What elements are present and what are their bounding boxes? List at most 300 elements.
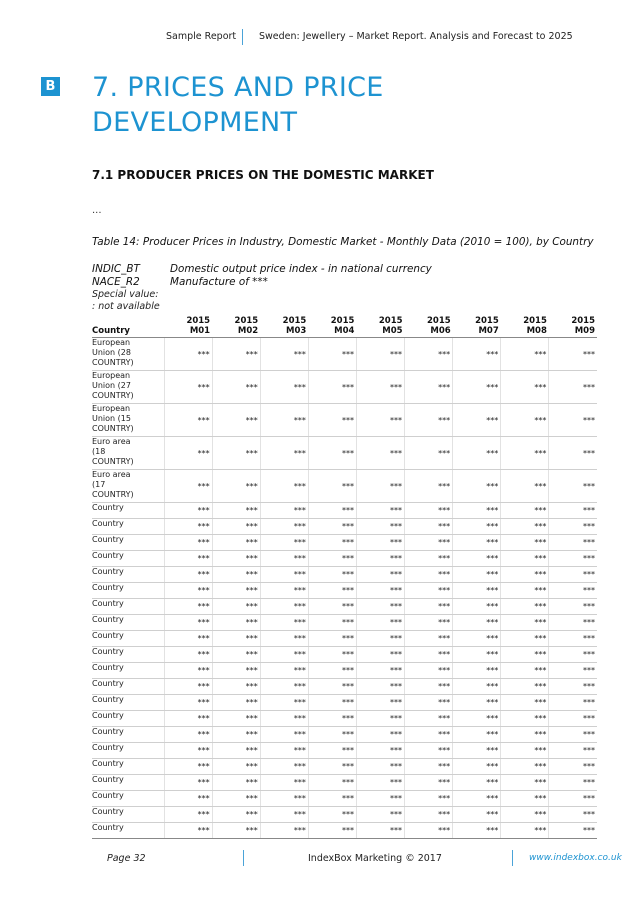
value-cell: *** [549, 470, 597, 503]
value-cell: *** [356, 775, 404, 791]
value-cell: *** [501, 759, 549, 775]
page-header [0, 29, 638, 49]
value-cell: *** [549, 503, 597, 519]
column-year: 2015 [234, 316, 259, 326]
table-row [92, 470, 597, 503]
chapter-title: 7. PRICES AND PRICE DEVELOPMENT [92, 72, 384, 138]
page-footer [0, 850, 638, 870]
value-cell: *** [308, 791, 356, 807]
footer-copyright: IndexBox Marketing © 2017 [308, 853, 442, 864]
country-cell: Country [92, 631, 164, 647]
value-cell: *** [164, 775, 212, 791]
value-cell: *** [501, 437, 549, 470]
value-cell: *** [308, 470, 356, 503]
value-cell: *** [212, 371, 260, 404]
value-cell: *** [356, 503, 404, 519]
period-column-header [212, 311, 260, 338]
value-cell: *** [164, 663, 212, 679]
value-cell: *** [308, 807, 356, 823]
country-cell: Country [92, 711, 164, 727]
value-cell: *** [549, 599, 597, 615]
value-cell: *** [356, 807, 404, 823]
value-cell: *** [308, 823, 356, 839]
column-month: M09 [574, 326, 595, 336]
value-cell: *** [164, 338, 212, 371]
value-cell: *** [405, 807, 453, 823]
value-cell: *** [212, 679, 260, 695]
value-cell: *** [308, 599, 356, 615]
country-cell: European Union (15 COUNTRY) [92, 404, 164, 437]
footer-website-link[interactable]: www.indexbox.co.uk [529, 853, 622, 863]
value-cell: *** [549, 535, 597, 551]
value-cell: *** [308, 583, 356, 599]
value-cell: *** [164, 503, 212, 519]
header-report-type: Sample Report [166, 31, 237, 42]
value-cell: *** [308, 711, 356, 727]
brand-logo: B [41, 77, 60, 96]
country-cell: European Union (28 COUNTRY) [92, 338, 164, 371]
value-cell: *** [501, 711, 549, 727]
country-cell: Country [92, 743, 164, 759]
table-row [92, 807, 597, 823]
value-cell: *** [260, 404, 308, 437]
value-cell: *** [260, 647, 308, 663]
value-cell: *** [308, 338, 356, 371]
value-cell: *** [356, 583, 404, 599]
column-year: 2015 [330, 316, 355, 326]
value-cell: *** [212, 807, 260, 823]
column-month: M07 [478, 326, 499, 336]
country-cell: Country [92, 615, 164, 631]
value-cell: *** [260, 470, 308, 503]
value-cell: *** [501, 583, 549, 599]
value-cell: *** [549, 404, 597, 437]
value-cell: *** [308, 647, 356, 663]
metadata-key: INDIC_BT [92, 263, 140, 275]
table-row [92, 404, 597, 437]
value-cell: *** [356, 535, 404, 551]
value-cell: *** [501, 695, 549, 711]
value-cell: *** [453, 470, 501, 503]
value-cell: *** [356, 647, 404, 663]
table-row [92, 567, 597, 583]
value-cell: *** [308, 615, 356, 631]
value-cell: *** [212, 470, 260, 503]
value-cell: *** [356, 631, 404, 647]
value-cell: *** [356, 519, 404, 535]
column-month: M01 [189, 326, 211, 336]
table-row [92, 631, 597, 647]
period-column-header [164, 311, 212, 338]
footer-divider [243, 850, 244, 866]
country-cell: Country [92, 599, 164, 615]
table-row [92, 759, 597, 775]
value-cell: *** [405, 371, 453, 404]
period-column-header [501, 311, 549, 338]
value-cell: *** [549, 663, 597, 679]
value-cell: *** [308, 775, 356, 791]
value-cell: *** [308, 535, 356, 551]
column-year: 2015 [475, 316, 499, 326]
country-cell: Country [92, 503, 164, 519]
value-cell: *** [212, 775, 260, 791]
country-cell: Country [92, 567, 164, 583]
value-cell: *** [405, 503, 453, 519]
value-cell: *** [405, 583, 453, 599]
value-cell: *** [212, 695, 260, 711]
value-cell: *** [356, 663, 404, 679]
value-cell: *** [260, 535, 308, 551]
metadata-row [92, 263, 432, 276]
value-cell: *** [453, 338, 501, 371]
footer-divider [512, 850, 513, 866]
value-cell: *** [356, 567, 404, 583]
header-divider [242, 29, 243, 45]
value-cell: *** [212, 503, 260, 519]
column-month: M04 [334, 326, 355, 336]
table-row [92, 503, 597, 519]
value-cell: *** [549, 631, 597, 647]
value-cell: *** [260, 807, 308, 823]
period-column-header [308, 311, 356, 338]
value-cell: *** [405, 791, 453, 807]
special-value-label: Special value: [92, 289, 159, 300]
value-cell: *** [308, 679, 356, 695]
metadata-value: Manufacture of *** [170, 276, 268, 288]
value-cell: *** [356, 470, 404, 503]
value-cell: *** [405, 519, 453, 535]
value-cell: *** [405, 338, 453, 371]
table-row [92, 551, 597, 567]
value-cell: *** [549, 567, 597, 583]
value-cell: *** [453, 519, 501, 535]
producer-prices-table [92, 311, 597, 839]
value-cell: *** [308, 743, 356, 759]
value-cell: *** [212, 615, 260, 631]
value-cell: *** [405, 631, 453, 647]
value-cell: *** [501, 338, 549, 371]
value-cell: *** [164, 551, 212, 567]
value-cell: *** [405, 695, 453, 711]
value-cell: *** [549, 679, 597, 695]
value-cell: *** [501, 599, 549, 615]
period-column-header [549, 311, 597, 338]
table-row [92, 823, 597, 839]
value-cell: *** [164, 631, 212, 647]
value-cell: *** [405, 711, 453, 727]
value-cell: *** [260, 615, 308, 631]
value-cell: *** [453, 663, 501, 679]
value-cell: *** [549, 583, 597, 599]
value-cell: *** [212, 567, 260, 583]
value-cell: *** [501, 535, 549, 551]
value-cell: *** [453, 567, 501, 583]
table-row [92, 583, 597, 599]
value-cell: *** [260, 663, 308, 679]
value-cell: *** [453, 535, 501, 551]
value-cell: *** [549, 727, 597, 743]
table-row [92, 615, 597, 631]
value-cell: *** [549, 437, 597, 470]
value-cell: *** [356, 679, 404, 695]
value-cell: *** [549, 807, 597, 823]
value-cell: *** [164, 615, 212, 631]
value-cell: *** [260, 519, 308, 535]
value-cell: *** [453, 823, 501, 839]
table-row [92, 711, 597, 727]
value-cell: *** [501, 503, 549, 519]
value-cell: *** [260, 371, 308, 404]
value-cell: *** [501, 404, 549, 437]
value-cell: *** [212, 823, 260, 839]
value-cell: *** [260, 599, 308, 615]
value-cell: *** [164, 599, 212, 615]
table-row [92, 647, 597, 663]
value-cell: *** [453, 727, 501, 743]
value-cell: *** [549, 711, 597, 727]
value-cell: *** [453, 743, 501, 759]
page-number: Page 32 [107, 853, 146, 864]
value-cell: *** [164, 437, 212, 470]
country-cell: Country [92, 823, 164, 839]
value-cell: *** [356, 338, 404, 371]
value-cell: *** [356, 551, 404, 567]
table-row [92, 743, 597, 759]
value-cell: *** [501, 743, 549, 759]
country-cell: Euro area (18 COUNTRY) [92, 437, 164, 470]
column-year: 2015 [523, 316, 547, 326]
value-cell: *** [405, 551, 453, 567]
value-cell: *** [212, 727, 260, 743]
value-cell: *** [308, 695, 356, 711]
value-cell: *** [405, 743, 453, 759]
value-cell: *** [164, 404, 212, 437]
value-cell: *** [164, 679, 212, 695]
value-cell: *** [405, 615, 453, 631]
value-cell: *** [453, 791, 501, 807]
value-cell: *** [453, 599, 501, 615]
value-cell: *** [356, 404, 404, 437]
country-cell: Country [92, 807, 164, 823]
country-column-header: Country [92, 311, 164, 338]
value-cell: *** [356, 711, 404, 727]
value-cell: *** [453, 711, 501, 727]
value-cell: *** [212, 551, 260, 567]
value-cell: *** [453, 404, 501, 437]
table-row [92, 663, 597, 679]
table-row [92, 727, 597, 743]
metadata-row [92, 276, 432, 289]
period-column-header [453, 311, 501, 338]
table-header-row [92, 311, 597, 338]
header-report-title: Sweden: Jewellery – Market Report. Analysis and Forecast to 2025 [259, 31, 573, 42]
column-year: 2015 [426, 316, 451, 326]
value-cell: *** [212, 437, 260, 470]
country-cell: Country [92, 759, 164, 775]
period-column-header [405, 311, 453, 338]
value-cell: *** [308, 437, 356, 470]
value-cell: *** [501, 631, 549, 647]
value-cell: *** [549, 791, 597, 807]
value-cell: *** [260, 631, 308, 647]
value-cell: *** [501, 567, 549, 583]
value-cell: *** [308, 727, 356, 743]
table-row [92, 695, 597, 711]
omitted-text: ... [92, 205, 102, 216]
value-cell: *** [549, 823, 597, 839]
value-cell: *** [501, 519, 549, 535]
table-row [92, 599, 597, 615]
value-cell: *** [453, 807, 501, 823]
value-cell: *** [405, 663, 453, 679]
value-cell: *** [453, 647, 501, 663]
value-cell: *** [453, 759, 501, 775]
table-row [92, 338, 597, 371]
value-cell: *** [356, 823, 404, 839]
country-cell: Euro area (17 COUNTRY) [92, 470, 164, 503]
value-cell: *** [308, 663, 356, 679]
value-cell: *** [260, 759, 308, 775]
country-cell: Country [92, 727, 164, 743]
value-cell: *** [164, 470, 212, 503]
value-cell: *** [356, 759, 404, 775]
value-cell: *** [453, 371, 501, 404]
column-month: M03 [286, 326, 307, 336]
column-year: 2015 [378, 316, 403, 326]
value-cell: *** [453, 437, 501, 470]
value-cell: *** [501, 551, 549, 567]
not-available-label: : not available [92, 301, 160, 312]
value-cell: *** [260, 791, 308, 807]
value-cell: *** [308, 551, 356, 567]
value-cell: *** [453, 503, 501, 519]
value-cell: *** [405, 470, 453, 503]
value-cell: *** [549, 371, 597, 404]
value-cell: *** [453, 631, 501, 647]
country-cell: Country [92, 519, 164, 535]
column-month: M06 [430, 326, 451, 336]
value-cell: *** [356, 791, 404, 807]
country-cell: Country [92, 647, 164, 663]
value-cell: *** [501, 823, 549, 839]
column-year: 2015 [282, 316, 307, 326]
value-cell: *** [501, 775, 549, 791]
value-cell: *** [356, 437, 404, 470]
section-title: 7.1 PRODUCER PRICES ON THE DOMESTIC MARKET [92, 168, 434, 182]
value-cell: *** [501, 807, 549, 823]
value-cell: *** [164, 583, 212, 599]
country-cell: Country [92, 535, 164, 551]
value-cell: *** [260, 823, 308, 839]
value-cell: *** [405, 404, 453, 437]
value-cell: *** [164, 791, 212, 807]
value-cell: *** [356, 615, 404, 631]
value-cell: *** [405, 679, 453, 695]
column-month: M08 [526, 326, 547, 336]
value-cell: *** [212, 791, 260, 807]
table-row [92, 519, 597, 535]
value-cell: *** [356, 599, 404, 615]
value-cell: *** [260, 583, 308, 599]
value-cell: *** [405, 727, 453, 743]
value-cell: *** [164, 807, 212, 823]
value-cell: *** [549, 338, 597, 371]
metadata-value: Domestic output price index - in national currency [170, 263, 432, 275]
value-cell: *** [453, 695, 501, 711]
value-cell: *** [453, 583, 501, 599]
country-cell: European Union (27 COUNTRY) [92, 371, 164, 404]
table-row [92, 437, 597, 470]
value-cell: *** [260, 695, 308, 711]
value-cell: *** [308, 371, 356, 404]
value-cell: *** [164, 823, 212, 839]
value-cell: *** [549, 759, 597, 775]
value-cell: *** [549, 615, 597, 631]
value-cell: *** [405, 759, 453, 775]
value-cell: *** [164, 727, 212, 743]
value-cell: *** [164, 371, 212, 404]
value-cell: *** [308, 631, 356, 647]
value-cell: *** [212, 404, 260, 437]
value-cell: *** [212, 711, 260, 727]
value-cell: *** [501, 679, 549, 695]
value-cell: *** [453, 775, 501, 791]
value-cell: *** [260, 338, 308, 371]
value-cell: *** [164, 567, 212, 583]
value-cell: *** [308, 759, 356, 775]
value-cell: *** [549, 743, 597, 759]
value-cell: *** [356, 371, 404, 404]
value-cell: *** [308, 519, 356, 535]
value-cell: *** [260, 711, 308, 727]
country-cell: Country [92, 663, 164, 679]
value-cell: *** [501, 470, 549, 503]
value-cell: *** [501, 647, 549, 663]
value-cell: *** [164, 647, 212, 663]
value-cell: *** [212, 519, 260, 535]
value-cell: *** [405, 647, 453, 663]
value-cell: *** [405, 823, 453, 839]
value-cell: *** [260, 727, 308, 743]
value-cell: *** [212, 759, 260, 775]
value-cell: *** [549, 695, 597, 711]
value-cell: *** [260, 743, 308, 759]
value-cell: *** [164, 743, 212, 759]
value-cell: *** [405, 567, 453, 583]
value-cell: *** [501, 371, 549, 404]
value-cell: *** [212, 647, 260, 663]
value-cell: *** [501, 727, 549, 743]
value-cell: *** [405, 775, 453, 791]
column-year: 2015 [571, 316, 595, 326]
value-cell: *** [453, 551, 501, 567]
value-cell: *** [501, 791, 549, 807]
value-cell: *** [260, 437, 308, 470]
value-cell: *** [212, 583, 260, 599]
value-cell: *** [212, 663, 260, 679]
value-cell: *** [501, 663, 549, 679]
value-cell: *** [308, 404, 356, 437]
table-row [92, 371, 597, 404]
value-cell: *** [164, 519, 212, 535]
value-cell: *** [212, 535, 260, 551]
period-column-header [356, 311, 404, 338]
value-cell: *** [356, 727, 404, 743]
value-cell: *** [308, 503, 356, 519]
value-cell: *** [164, 759, 212, 775]
value-cell: *** [549, 775, 597, 791]
value-cell: *** [260, 775, 308, 791]
